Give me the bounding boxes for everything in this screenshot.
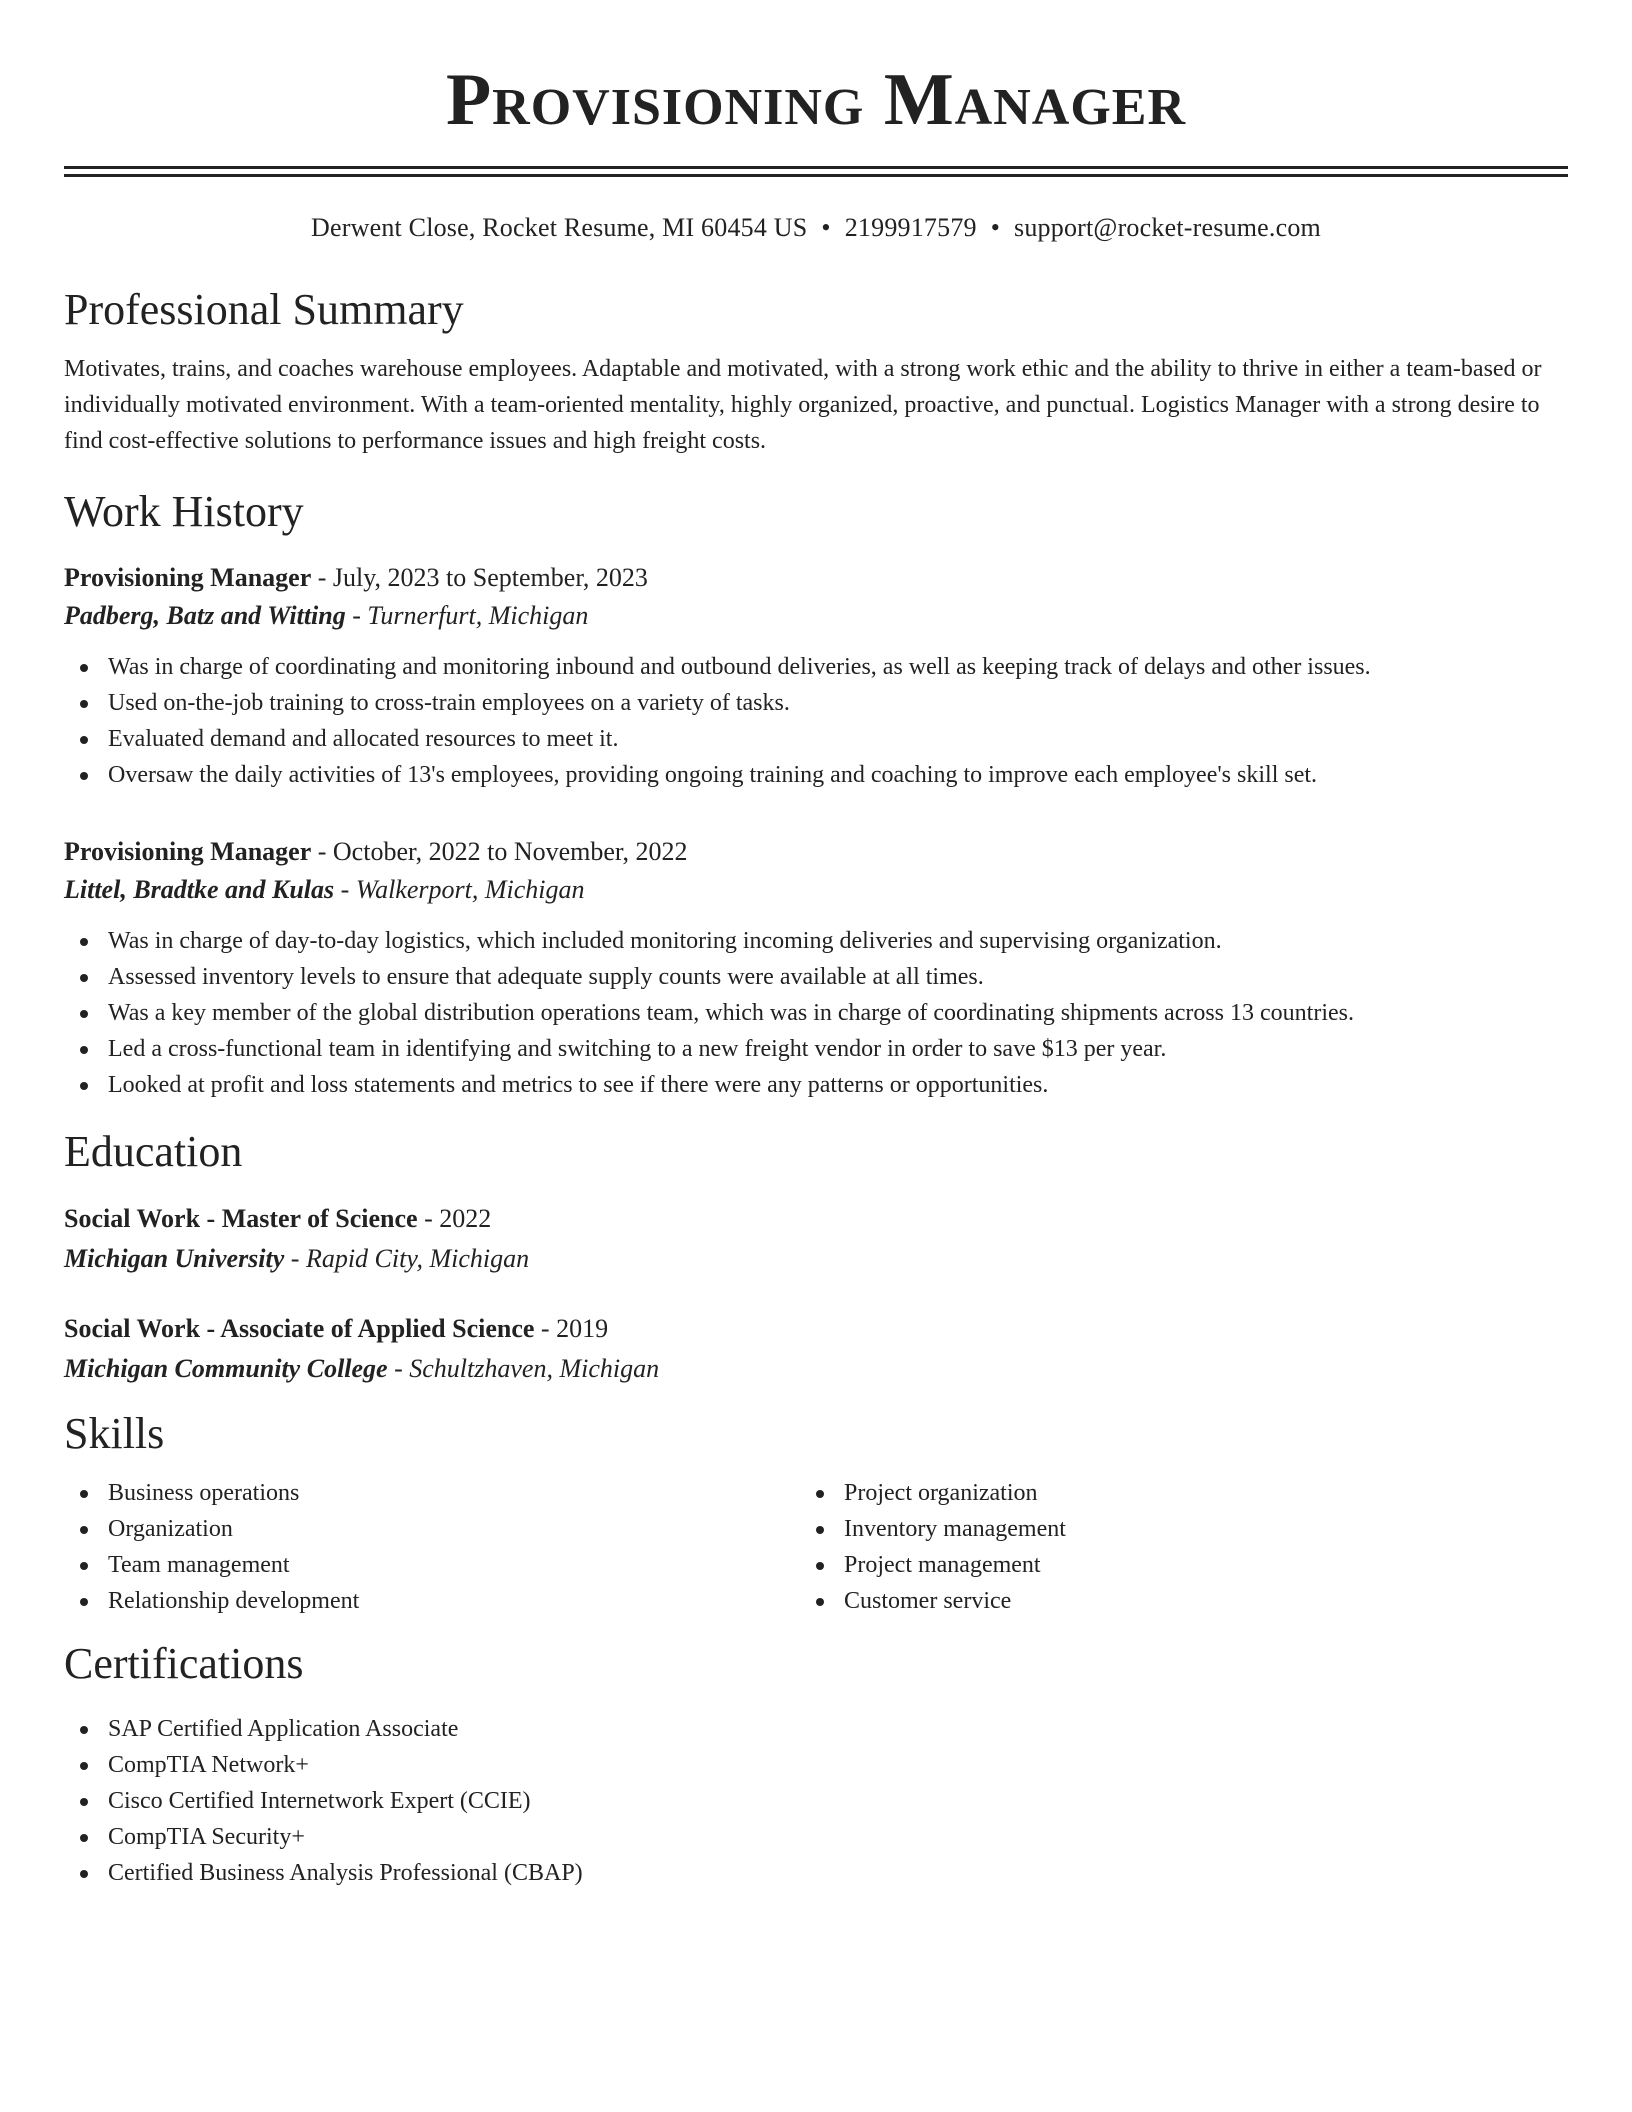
- list-item: Looked at profit and loss statements and metrics to see if there were any patterns or opportunities.: [64, 1067, 1568, 1103]
- list-item: Used on-the-job training to cross-train employees on a variety of tasks.: [64, 685, 1568, 721]
- education-year: - 2022: [417, 1204, 492, 1233]
- list-item: Was a key member of the global distribution operations team, which was in charge of coordinating shipments across 13 countries.: [64, 995, 1568, 1031]
- job-company: Padberg, Batz and Witting: [64, 601, 346, 630]
- list-item: Evaluated demand and allocated resources to meet it.: [64, 721, 1568, 757]
- section-title-skills: Skills: [64, 1409, 165, 1458]
- education-year: - 2019: [534, 1314, 609, 1343]
- skill-item: Project organization: [800, 1475, 1536, 1511]
- skill-item: Organization: [64, 1511, 800, 1547]
- job-title-line: [64, 559, 1568, 597]
- list-item: Was in charge of coordinating and monitoring inbound and outbound deliveries, as well as keeping track of delays and other issues.: [64, 649, 1568, 685]
- skill-item: Business operations: [64, 1475, 800, 1511]
- summary-text: Motivates, trains, and coaches warehouse employees. Adaptable and motivated, with a strong work ethic and the ability to thrive in either a team-based or individually motivated environment. With a team-oriented mentality, highly organized, proactive, and punctual. Logistics Manager with a strong desire to find cost-effective solutions to performance issues and high freight costs.: [64, 356, 1542, 454]
- certification-item: CompTIA Network+: [64, 1747, 1568, 1783]
- certification-item: Certified Business Analysis Professional (CBAP): [64, 1855, 1568, 1891]
- skills-column-right: [800, 1475, 1536, 1619]
- job-location: - Walkerport, Michigan: [334, 875, 585, 904]
- education-degree: Social Work - Associate of Applied Science: [64, 1314, 535, 1343]
- job-company-line: [64, 871, 1568, 909]
- contact-email: support@rocket-resume.com: [1014, 213, 1321, 242]
- skill-item: Inventory management: [800, 1511, 1536, 1547]
- certification-item: SAP Certified Application Associate: [64, 1711, 1568, 1747]
- job-dates: - October, 2022 to November, 2022: [311, 837, 688, 866]
- job-role: Provisioning Manager: [64, 563, 312, 592]
- education-school-line: [64, 1239, 1568, 1279]
- list-item: Oversaw the daily activities of 13's employees, providing ongoing training and coaching to improve each employee's skill set.: [64, 757, 1568, 793]
- education-degree-line: [64, 1309, 1568, 1349]
- education-school: Michigan Community College: [64, 1354, 388, 1383]
- skill-item: Customer service: [800, 1583, 1536, 1619]
- job-bullet-list: [64, 649, 1568, 793]
- skill-item: Project management: [800, 1547, 1536, 1583]
- job-location: - Turnerfurt, Michigan: [345, 601, 589, 630]
- education-location: - Schultzhaven, Michigan: [387, 1354, 660, 1383]
- contact-separator: •: [821, 213, 831, 242]
- job-entry: [64, 833, 1568, 1103]
- education-entry: [64, 1309, 1568, 1389]
- section-title-certifications: Certifications: [64, 1639, 304, 1688]
- section-title-work-history: Work History: [64, 487, 304, 536]
- list-item: Led a cross-functional team in identifying and switching to a new freight vendor in order to save $13 per year.: [64, 1031, 1568, 1067]
- contact-line: [64, 210, 1568, 246]
- job-entry: [64, 559, 1568, 793]
- contact-address: Derwent Close, Rocket Resume, MI 60454 US: [311, 213, 808, 242]
- certification-item: CompTIA Security+: [64, 1819, 1568, 1855]
- education-degree-line: [64, 1199, 1568, 1239]
- header-double-rule: [64, 166, 1568, 177]
- job-dates: - July, 2023 to September, 2023: [311, 563, 648, 592]
- contact-phone: 2199917579: [844, 213, 977, 242]
- certification-item: Cisco Certified Internetwork Expert (CCIE): [64, 1783, 1568, 1819]
- education-degree: Social Work - Master of Science: [64, 1204, 418, 1233]
- job-bullet-list: [64, 923, 1568, 1103]
- job-role: Provisioning Manager: [64, 837, 312, 866]
- list-item: Was in charge of day-to-day logistics, which included monitoring incoming deliveries and supervising organization.: [64, 923, 1568, 959]
- list-item: Assessed inventory levels to ensure that adequate supply counts were available at all times.: [64, 959, 1568, 995]
- education-entry: [64, 1199, 1568, 1279]
- skills-grid: [64, 1475, 1568, 1619]
- section-title-education: Education: [64, 1127, 243, 1176]
- job-company-line: [64, 597, 1568, 635]
- job-title-line: [64, 833, 1568, 871]
- education-school: Michigan University: [64, 1244, 285, 1273]
- skill-item: Team management: [64, 1547, 800, 1583]
- section-title-summary: Professional Summary: [64, 285, 464, 334]
- education-school-line: [64, 1349, 1568, 1389]
- job-company: Littel, Bradtke and Kulas: [64, 875, 335, 904]
- skills-column-left: [64, 1475, 800, 1619]
- contact-separator: •: [990, 213, 1001, 242]
- education-location: - Rapid City, Michigan: [284, 1244, 530, 1273]
- skill-item: Relationship development: [64, 1583, 800, 1619]
- resume-name: Provisioning Manager: [445, 59, 1187, 141]
- certification-list: [64, 1711, 1568, 1891]
